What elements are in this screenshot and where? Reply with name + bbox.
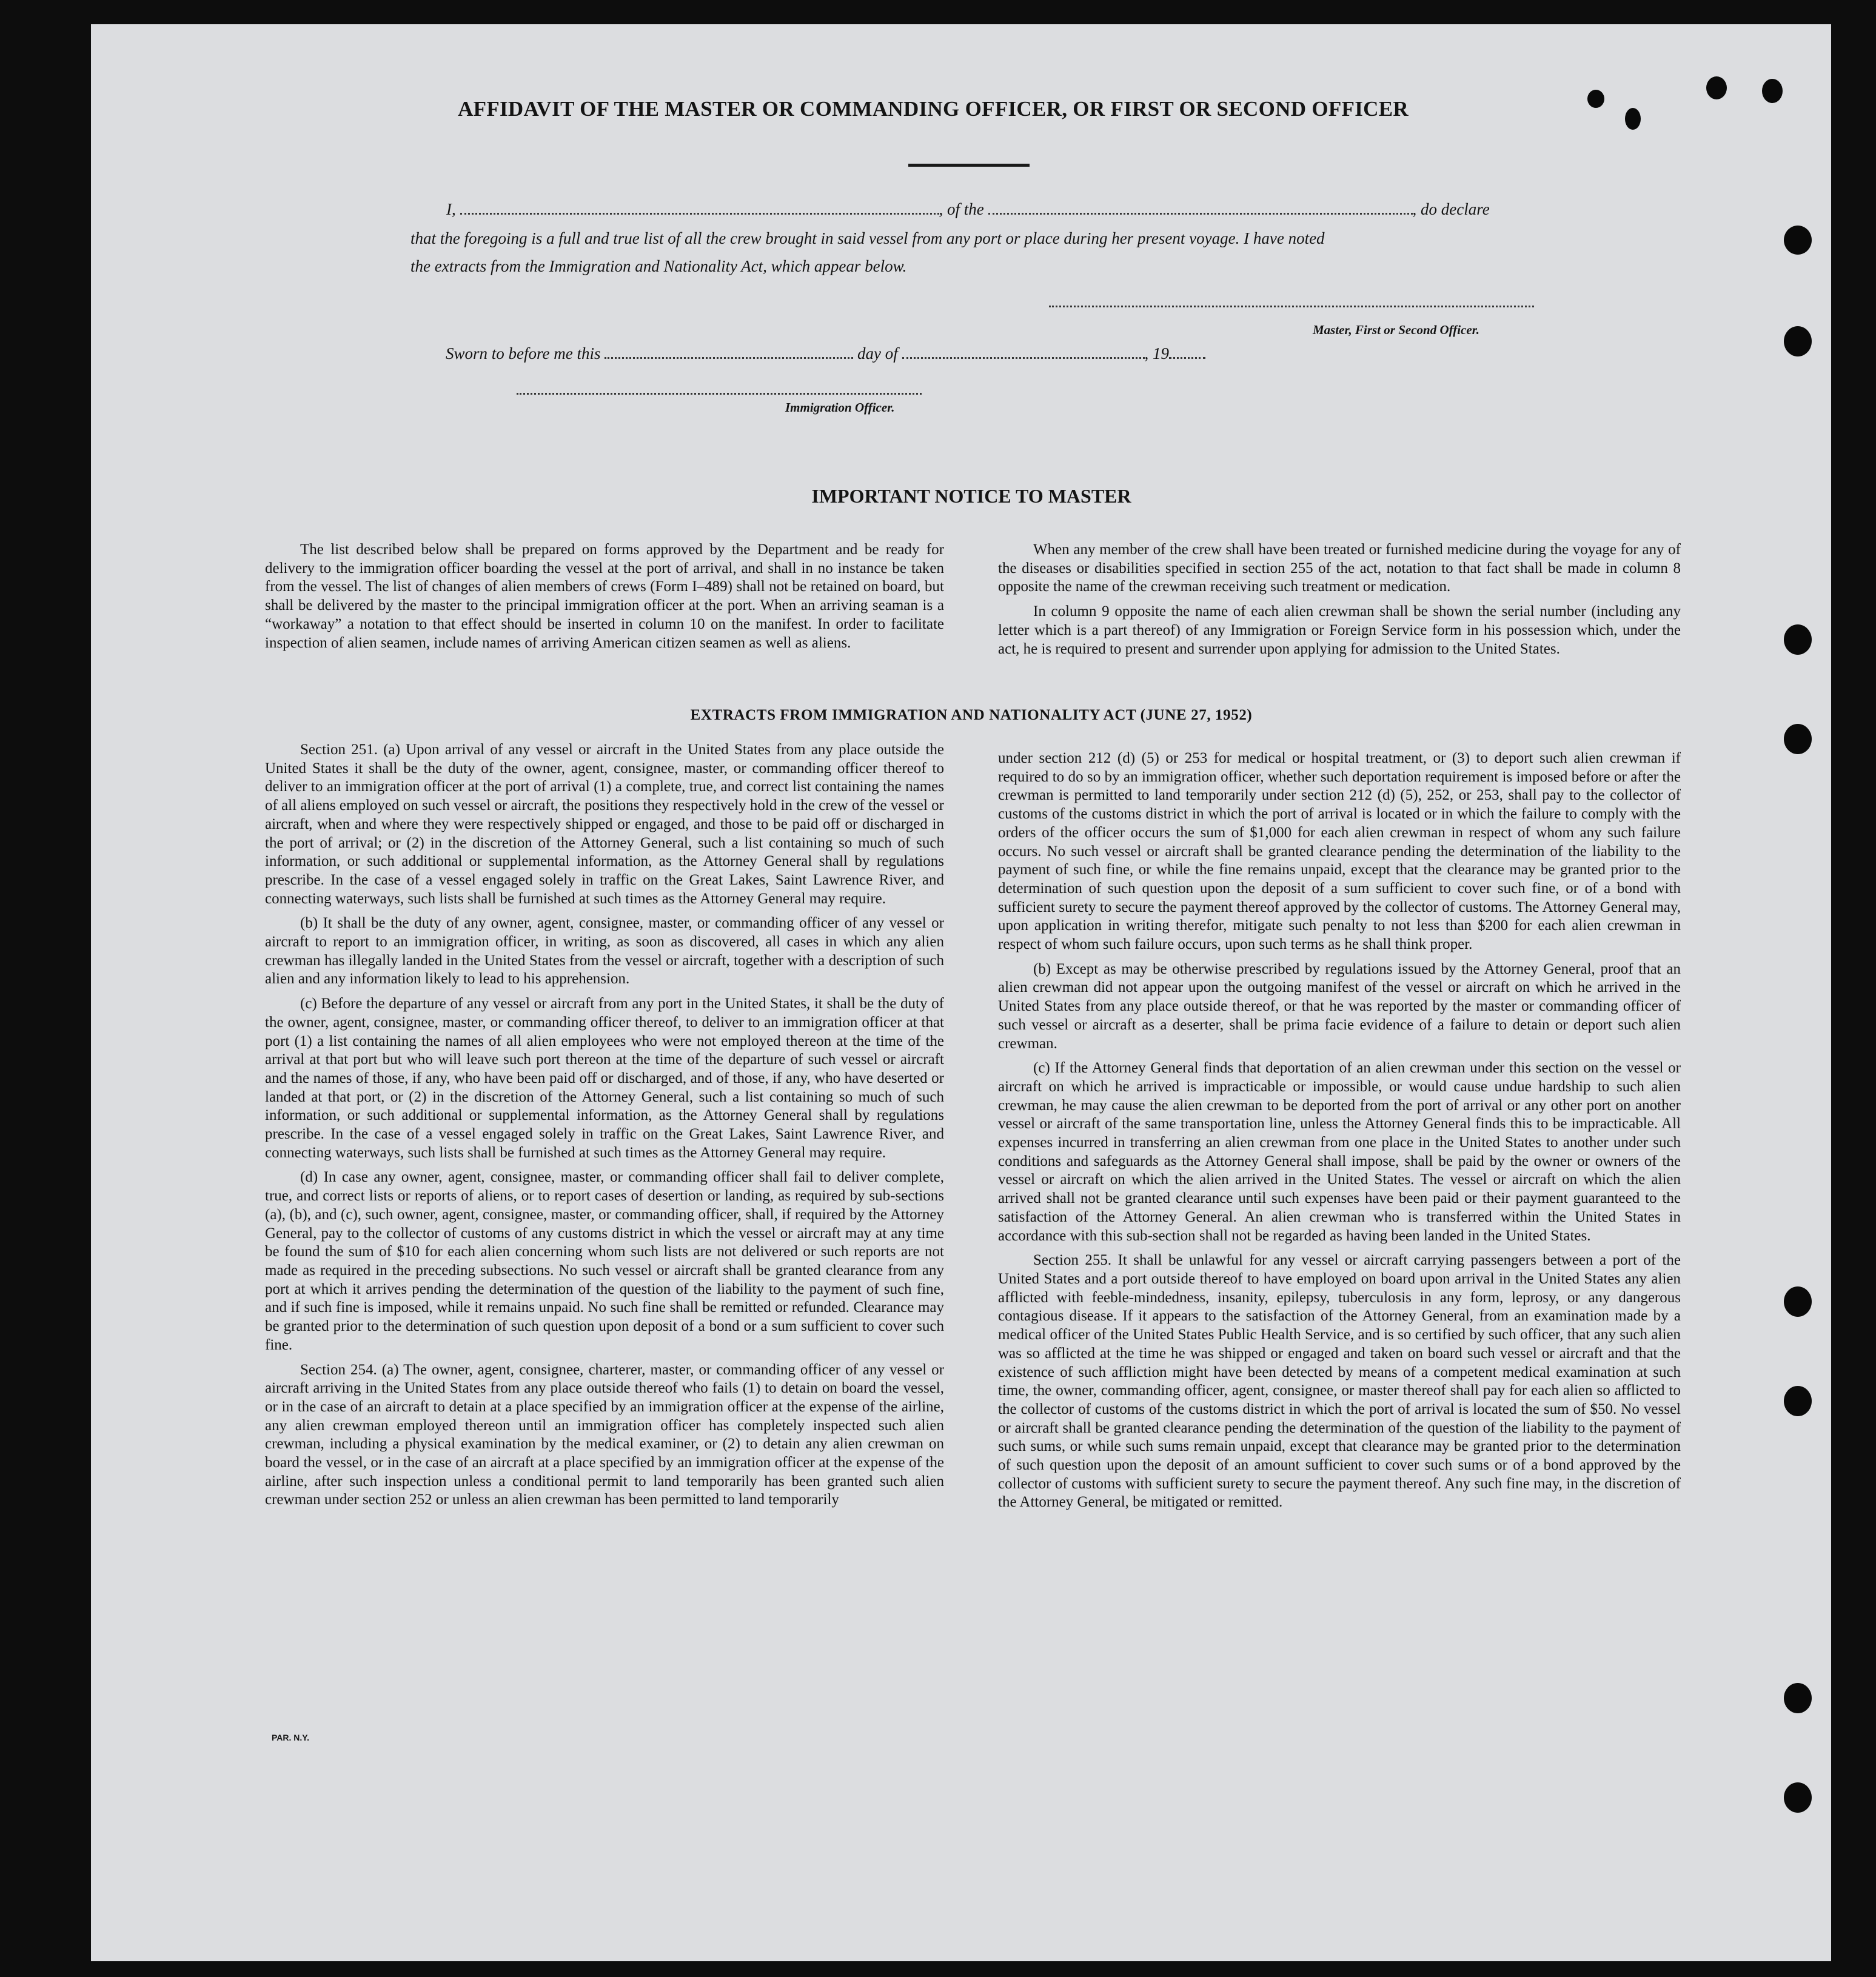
section-251-d: (d) In case any owner, agent, consignee, master, or commanding officer shall fail to deliver complete, true, and correct lists or reports of aliens, or to report cases of desertion or landing, as required by sub-sections (a), (b), and (c), such owner, agent, consignee, master, or commanding officer, shall, if required by the Attorney General, pay to the collector of customs of any customs district in which the vessel or aircraft may at any time be found the sum of $10 for each alien concerning whom such lists are not delivered or such reports are not made as required in the preceding subsections. No such vessel or aircraft shall be granted clearance from any port at which it arrives pending the determination of the question of the liability to the payment of such fine, and if such fine is imposed, while it remains unpaid. No such fine shall be remitted or refunded. Clearance may be granted prior to the determination of such question upon deposit of a bond or a sum sufficient to cover such fine. <box>265 1169 944 1353</box>
declaration-line <box>446 200 1490 219</box>
declare-label: , do declare <box>1412 200 1490 218</box>
title-divider <box>908 164 1030 167</box>
notice-heading: IMPORTANT NOTICE TO MASTER <box>811 485 1131 507</box>
sworn-label: Sworn to before me this <box>446 344 601 363</box>
i-label: I, <box>446 200 456 218</box>
officer-signature-line[interactable] <box>517 393 922 395</box>
section-254-c: (c) If the Attorney General finds that deportation of an alien crewman under this section on the vessel or aircraft on which he arrived is impracticable or impossible, or would cause undue hardship to such alien crewman, he may cause the alien crewman to be deported from the port of arrival or any other port on another vessel or aircraft of the same transportation line, unless the Attorney General finds this to be impracticable. All expenses incurred in transferring an alien crewman from one place in the United States to another under such conditions and safeguards as the Attorney General shall impose, shall be paid by the owner or owners of the vessel or aircraft on which the alien arrived in the United States. The vessel or aircraft on which the alien arrived shall not be granted clearance until such expenses have been paid or their payment guaranteed to the satisfaction of the Attorney General. An alien crewman who is transferred within the United States in accordance with this sub-section shall not be regarded as having been landed in the United States. <box>998 1060 1681 1244</box>
section-251-c: (c) Before the departure of any vessel or aircraft from any port in the United States, it shall be the duty of the owner, agent, consignee, master, or commanding officer thereof, to deliver to an immigration officer at that port (1) a list containing the names of all alien employees who were not employed thereon at the time of the arrival at that port but who will leave such port thereon at the time of the departure of such vessel or aircraft and the names of those, if any, who have been paid off or discharged, and of those, if any, who have deserted or landed at that port, or (2) in the discretion of the Attorney General, such a list containing so much of such information, or such additional or supplemental information, as the Attorney General shall by regulations prescribe. In the case of a vessel engaged solely in traffic on the Great Lakes, Saint Lawrence River, and connecting waterways, such lists shall be furnished at such times as the Attorney General may require. <box>265 995 944 1161</box>
notice-right-paragraph-1: When any member of the crew shall have been treated or furnished medicine during the voyage for any of the diseases or disabilities specified in section 255 of the act, notation to that fact shall be made in column 8 opposite the name of the crewman receiving such treatment or medication. <box>998 541 1681 595</box>
affidavit-title: AFFIDAVIT OF THE MASTER OR COMMANDING OFFICER, OR FIRST OR SECOND OFFICER <box>458 97 1409 121</box>
extracts-heading: EXTRACTS FROM IMMIGRATION AND NATIONALITY ACT (JUNE 27, 1952) <box>690 707 1253 723</box>
punch-hole <box>1784 1386 1812 1416</box>
printer-mark: PAR. N.Y. <box>272 1733 309 1742</box>
extracts-right-column <box>998 749 1681 1518</box>
officer-caption: Immigration Officer. <box>785 400 895 415</box>
section-254-a-continued: under section 212 (d) (5) or 253 for medical or hospital treatment, or (3) to deport such alien crewman if required to do so by an immigration officer, whether such deportation requirement is imposed before or after the crewman is permitted to land temporarily under section 212 (d) (5), 252, or 253, shall pay to the collector of customs of the customs district in which the port of arrival is located or in which the failure to comply with the orders of the officer occurs the sum of $1,000 for each alien crewman in respect of whom any such failure occurs. No such vessel or aircraft shall be granted clearance pending the determination of the liability to the payment of such fine, or while the fine remains unpaid, except that the clearance may be granted prior to the determination of such question upon the deposit of a sum sufficient to cover such fine, or of a bond with sufficient surety to secure the payment thereof approved by the collector of customs. The Attorney General may, upon application in writing therefor, mitigate such penalty to not less than $200 for each alien crewman in respect of whom such failure occurs, upon such terms as he shall think proper. <box>998 750 1681 953</box>
master-caption: Master, First or Second Officer. <box>1313 323 1479 337</box>
punch-hole <box>1784 724 1812 754</box>
punch-hole <box>1706 76 1727 99</box>
year-label: , 19 <box>1144 344 1169 363</box>
section-255: Section 255. It shall be unlawful for any vessel or aircraft carrying passengers between a port of the United States and a port outside thereof to have employed on board upon arrival in the United States any alien afflicted with feeble-mindedness, insanity, epilepsy, tuberculosis in any form, leprosy, or any dangerous contagious disease. If it appears to the satisfaction of the Attorney General, from an examination made by a medical officer of the United States Public Health Service, and is so certified by such officer, that any such alien was so afflicted at the time he was shipped or engaged and taken on board such vessel or aircraft and that the existence of such affliction might have been detected by means of a competent medical examination at such time, the owner, commanding officer, agent, consignee, or master thereof shall pay for each alien so afflicted to the collector of customs of the customs district in which the port of arrival is located the sum of $50. No vessel or aircraft shall be granted clearance pending the determination of the question of the liability to the payment of such sums, or while such sums remain unpaid, except that clearance may be granted prior to the determination of such question upon the deposit of an amount sufficient to cover such sums or of a bond approved by the collector of customs with sufficient surety to secure the payment thereof. Any such fine may, in the discretion of the Attorney General, be mitigated or remitted. <box>998 1252 1681 1511</box>
punch-hole <box>1784 624 1812 655</box>
vessel-field[interactable] <box>988 202 1413 215</box>
statement-line-1: that the foregoing is a full and true list of all the crew brought in said vessel from any port or place during her present voyage. I have noted <box>410 229 1325 247</box>
of-the-label: , of the <box>939 200 984 218</box>
sworn-line <box>446 344 1205 363</box>
statement-line-2: the extracts from the Immigration and Nationality Act, which appear below. <box>410 257 907 275</box>
notice-right-paragraph-2: In column 9 opposite the name of each alien crewman shall be shown the serial number (including any letter which is a part thereof) of any Immigration or Foreign Service form in his possession which, under the act, he is required to present and surrender upon applying for admission to the United States. <box>998 603 1681 657</box>
punch-hole <box>1784 1286 1812 1317</box>
sworn-month-field[interactable] <box>902 346 1145 359</box>
master-signature-line[interactable] <box>1049 306 1534 307</box>
notice-left-paragraph: The list described below shall be prepared on forms approved by the Department and be ready for delivery to the immigration officer boarding the vessel at the port of arrival, and shall in no instance be taken from the vessel. The list of changes of alien members of crews (Form I–489) shall not be retained on board, but shall be delivered by the master to the principal immigration officer at the port. When an arriving seaman is a “workaway” a notation to that effect should be inserted in column 10 on the manifest. In order to facilitate inspection of alien seamen, include names of arriving American citizen seamen as well as aliens. <box>265 541 944 651</box>
punch-hole <box>1784 1782 1812 1813</box>
sworn-year-field[interactable] <box>1169 346 1205 359</box>
section-254-b: (b) Except as may be otherwise prescribed by regulations issued by the Attorney General, proof that an alien crewman did not appear upon the outgoing manifest of the vessel or aircraft on which he arrived in the United States from any place outside thereof, or that he was reported by the master or commanding officer of such vessel or aircraft as a deserter, shall be prima facie evidence of a failure to detain or deport such alien crewman. <box>998 960 1681 1052</box>
punch-hole <box>1784 1683 1812 1713</box>
notice-right-column <box>998 541 1681 664</box>
section-254-a: Section 254. (a) The owner, agent, consignee, charterer, master, or commanding officer of any vessel or aircraft arriving in the United States from any place outside thereof who fails (1) to detain on board the vessel, or in the case of an aircraft to detain at a place specified by an immigration officer at the expense of the airline, any alien crewman employed thereon until an immigration officer has completely inspected such alien crewman, including a physical examination by the medical examiner, or (2) to detain any alien crewman on board the vessel, or in the case of an aircraft at a place specified by an immigration officer at the expense of the airline, after such inspection unless a conditional permit to land temporarily has been granted such alien crewman under section 252 or unless an alien crewman has been permitted to land temporarily <box>265 1361 944 1508</box>
sworn-day-field[interactable] <box>605 346 853 359</box>
name-field[interactable] <box>460 202 939 215</box>
notice-left-column <box>265 541 944 658</box>
extracts-left-column <box>265 741 944 1516</box>
section-251-b: (b) It shall be the duty of any owner, agent, consignee, master, or commanding officer of any vessel or aircraft to report to an immigration officer, in writing, as soon as discovered, all cases in which any alien crewman has illegally landed in the United States from the vessel or aircraft, together with a description of such alien and any information likely to lead to his apprehension. <box>265 915 944 988</box>
section-251-a: Section 251. (a) Upon arrival of any vessel or aircraft in the United States from any place outside the United States it shall be the duty of the owner, agent, consignee, master, or commanding officer thereof to deliver to an immigration officer at the port of arrival (1) a complete, true, and correct list containing the names of all aliens employed on such vessel or aircraft, the positions they respectively hold in the crew of the vessel or aircraft, when and where they were respectively shipped or engaged, and those to be paid off or discharged in the port of arrival; or (2) in the discretion of the Attorney General, such a list containing so much of such information, or such additional or supplemental information, as the Attorney General shall by regulations prescribe. In the case of a vessel engaged solely in traffic on the Great Lakes, Saint Lawrence River, and connecting waterways, such lists shall be furnished at such times as the Attorney General may require. <box>265 741 944 907</box>
punch-hole <box>1784 326 1812 356</box>
day-of-label: day of <box>857 344 898 363</box>
punch-hole <box>1784 226 1812 255</box>
